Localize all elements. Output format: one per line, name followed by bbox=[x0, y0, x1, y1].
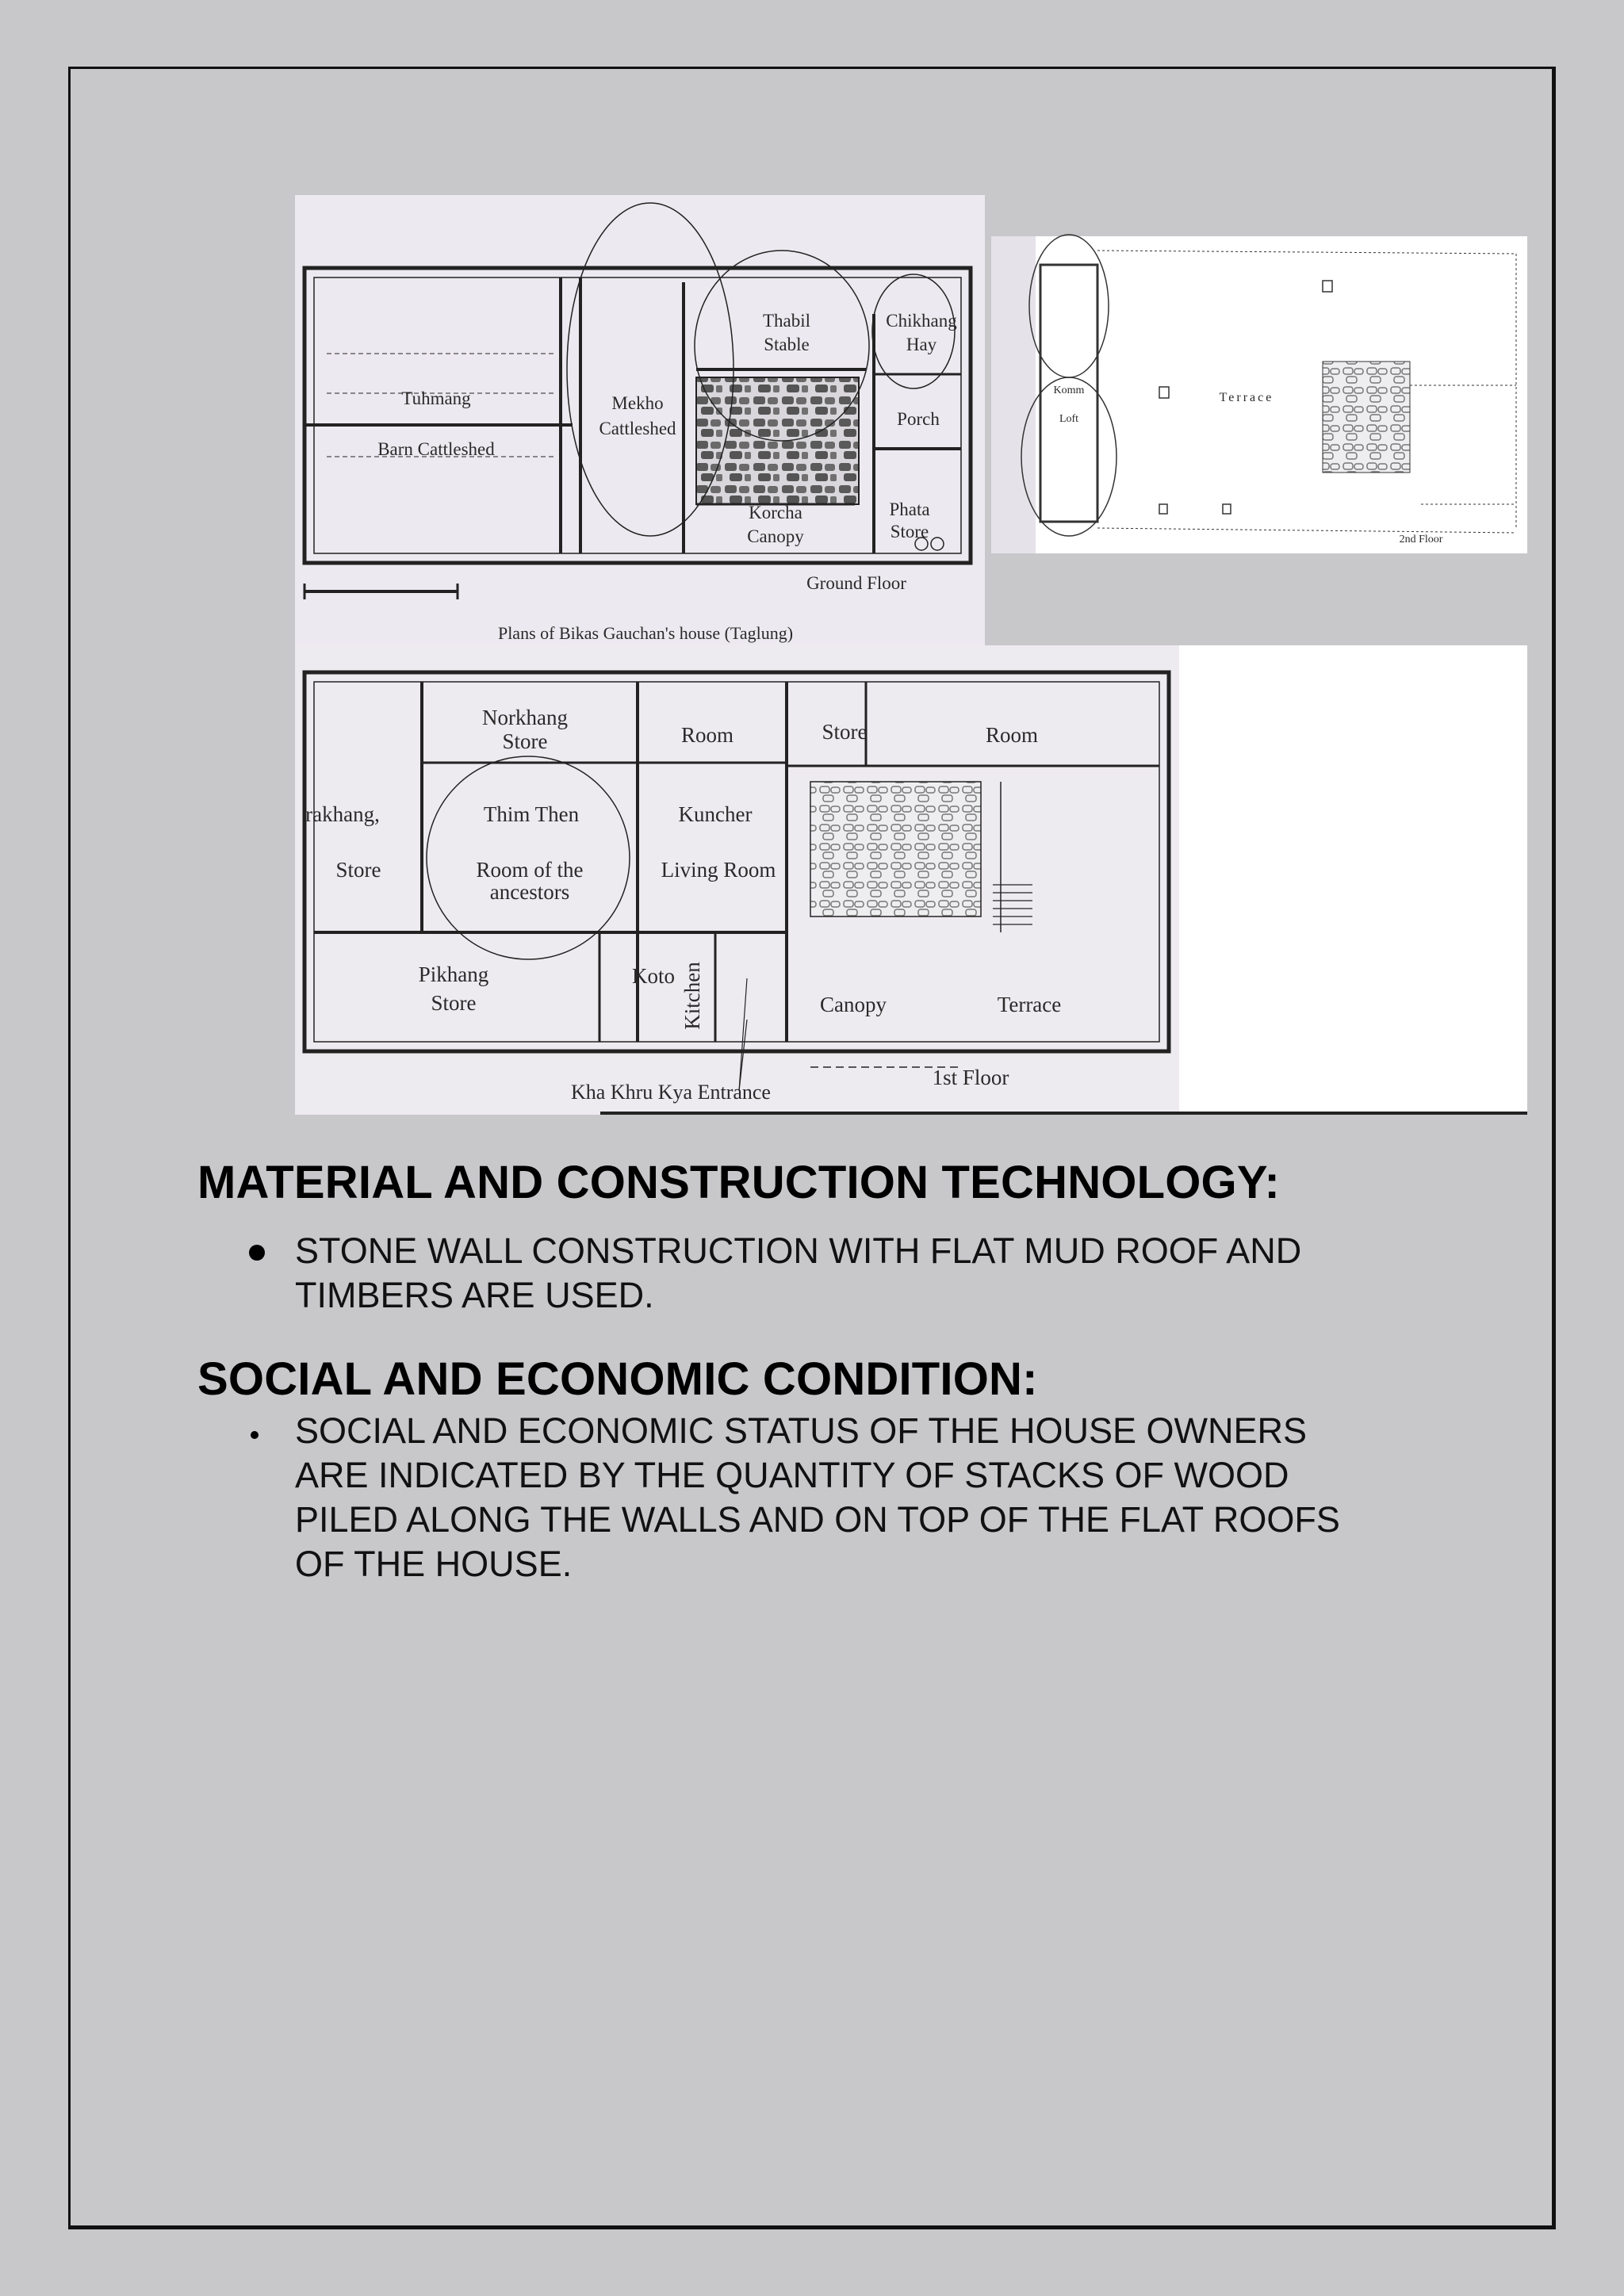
social-bullet-list bbox=[295, 1409, 1484, 1586]
room-label: Terrace bbox=[1219, 391, 1274, 404]
room-label: ancestors bbox=[489, 880, 570, 904]
room-label: Korcha bbox=[749, 503, 802, 522]
room-label: Room bbox=[985, 723, 1039, 747]
bullet-line: TIMBERS ARE USED. bbox=[295, 1275, 654, 1315]
room-label: Komm bbox=[1053, 385, 1085, 396]
room-label: Norkhang bbox=[482, 706, 568, 729]
room-label: rakhang, bbox=[305, 802, 380, 826]
room-label: Barn Cattleshed bbox=[377, 439, 495, 459]
bullet-line: SOCIAL AND ECONOMIC STATUS OF THE HOUSE OWNERS bbox=[295, 1410, 1307, 1451]
room-label: Room bbox=[680, 723, 734, 747]
room-label: Cattleshed bbox=[599, 419, 676, 438]
room-label: Loft bbox=[1059, 413, 1079, 425]
section-heading-material: MATERIAL AND CONSTRUCTION TECHNOLOGY: bbox=[197, 1157, 1280, 1208]
floor-label: Ground Floor bbox=[806, 573, 906, 593]
room-label: Pikhang bbox=[418, 962, 489, 986]
room-label: Thabil bbox=[762, 311, 811, 331]
list-item bbox=[295, 1229, 1484, 1318]
room-label: Hay bbox=[906, 335, 937, 354]
room-label: Chikhang bbox=[886, 311, 957, 331]
floor-plans-drawing bbox=[295, 195, 1527, 1115]
list-item bbox=[295, 1409, 1484, 1586]
entrance-label: Kha Khru Kya Entrance bbox=[571, 1081, 771, 1104]
room-label: Thim Then bbox=[483, 802, 580, 826]
bullet-line: OF THE HOUSE. bbox=[295, 1544, 573, 1584]
floor-label: 2nd Floor bbox=[1399, 534, 1443, 545]
room-label: Living Room bbox=[661, 858, 776, 882]
material-bullet-list bbox=[295, 1229, 1484, 1318]
room-label: Porch bbox=[897, 409, 940, 429]
room-label: Store bbox=[890, 522, 929, 541]
room-label: Kitchen bbox=[680, 962, 704, 1030]
room-label: Kuncher bbox=[678, 802, 753, 826]
bullet-line: ARE INDICATED BY THE QUANTITY OF STACKS OF WOOD bbox=[295, 1455, 1289, 1495]
house-floor-plans-figure bbox=[295, 195, 1527, 1115]
room-label: Phata bbox=[889, 499, 930, 519]
bullet-line: STONE WALL CONSTRUCTION WITH FLAT MUD ROOF AND bbox=[295, 1230, 1302, 1271]
bullet-line: PILED ALONG THE WALLS AND ON TOP OF THE FLAT ROOFS bbox=[295, 1499, 1340, 1540]
room-label: Room of the bbox=[476, 858, 584, 882]
room-label: Stable bbox=[764, 335, 810, 354]
room-label: Mekho bbox=[611, 393, 664, 413]
room-label: Store bbox=[822, 720, 868, 744]
plan-caption: Plans of Bikas Gauchan's house (Taglung) bbox=[497, 623, 794, 643]
room-label: Koto bbox=[632, 964, 675, 988]
section-heading-social: SOCIAL AND ECONOMIC CONDITION: bbox=[197, 1353, 1038, 1405]
floor-label: 1st Floor bbox=[932, 1066, 1009, 1089]
room-label: Store bbox=[502, 729, 548, 753]
room-label: Store bbox=[335, 858, 381, 882]
bullet-icon bbox=[251, 1431, 259, 1439]
bullet-icon bbox=[249, 1245, 265, 1261]
room-label: Tuhmang bbox=[401, 388, 471, 408]
room-label: Canopy bbox=[747, 526, 804, 546]
room-label: Terrace bbox=[997, 993, 1062, 1016]
room-label: Canopy bbox=[820, 993, 887, 1016]
room-label: Store bbox=[431, 991, 477, 1015]
